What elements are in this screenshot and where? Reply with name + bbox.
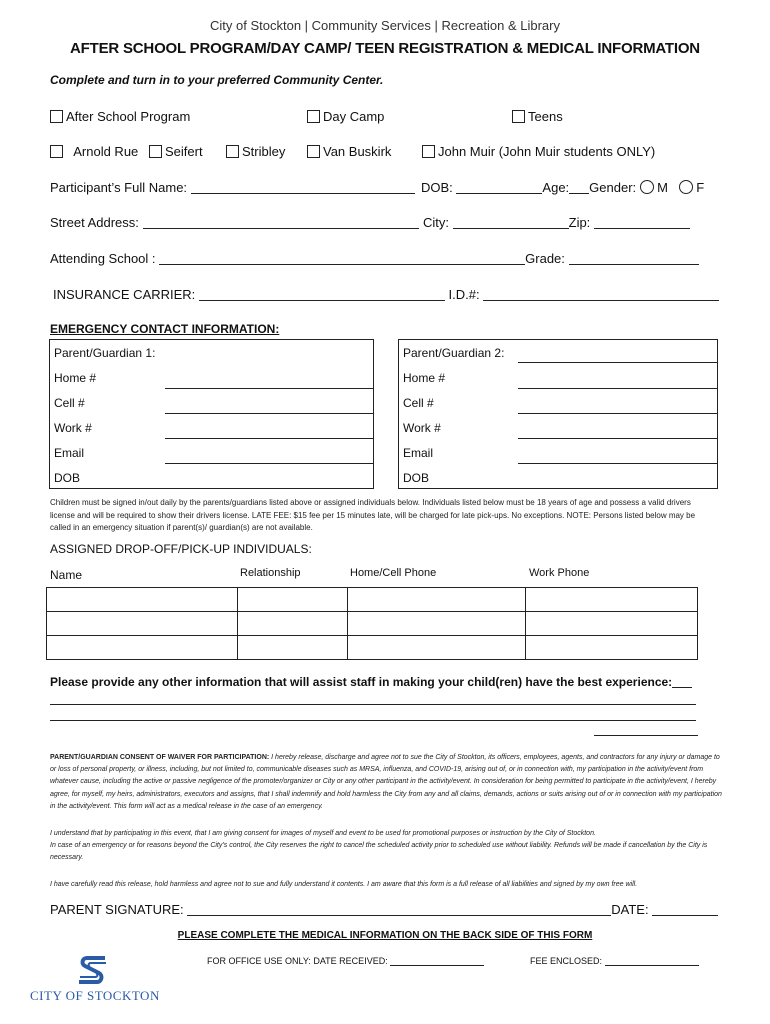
table-cell[interactable] — [237, 636, 347, 660]
consent-paragraph: PARENT/GUARDIAN CONSENT OF WAIVER FOR PARTICIPATION: I hereby release, discharge and agree not to sue the City of Stockton, its officers, employees, agents, and contractors for any injury or damage to or loss of personal property, or illness, including, but not limited to, communicable diseases such as MRSA, influenza, and COVID-19, arising out of, or in connection with, my participation in the activity/event from whatever cause, including the active or passive negligence of the promoter/organizer or City or any other participant in the activity/event. In consideration for being permitted to participate in the activity/event, I hereby agree, for myself, my heirs, administrators, executors and assigns, that I shall indemnify and hold harmless the City from any and all claims, demands, actions or suits arising out of or in connection with my participation in the activity/event. This form will act as a medical release in the case of an emergency. — [50, 754, 722, 810]
checkbox-icon[interactable] — [149, 145, 162, 158]
table-cell[interactable] — [347, 636, 526, 660]
col-home-cell: Home/Cell Phone — [350, 567, 437, 579]
guardian-1-work-label: Work # — [54, 421, 92, 435]
guardian-1-dob-label: DOB — [54, 471, 81, 485]
guardian-1-home-field[interactable] — [165, 388, 373, 389]
checkbox-icon[interactable] — [50, 110, 63, 123]
program-teens[interactable]: Teens — [512, 109, 563, 124]
table-cell[interactable] — [526, 588, 698, 612]
table-cell[interactable] — [47, 612, 238, 636]
participant-name-field[interactable] — [191, 181, 415, 194]
table-cell[interactable] — [347, 612, 526, 636]
grade-field[interactable] — [569, 252, 699, 265]
guardian-2-label: Parent/Guardian 2: — [403, 346, 505, 360]
consent-images: I understand that by participating in this event, that I am giving consent for images of myself and event to be used for promotional purposes or instruction by the City of Stockton. — [50, 830, 596, 837]
street-row: Street Address: — [50, 215, 419, 230]
table-row — [47, 588, 698, 612]
guardian-2-dob-label: DOB — [403, 471, 430, 485]
other-info-prompt: Please provide any other information that will assist staff in making your child(ren) have the best experience: — [50, 675, 692, 689]
table-cell[interactable] — [526, 636, 698, 660]
insurance-row: INSURANCE CARRIER: I.D.#: — [53, 287, 719, 302]
logo-text: CITY OF STOCKTON — [30, 988, 160, 1003]
age-field[interactable] — [569, 181, 589, 194]
office-use-row: FOR OFFICE USE ONLY: DATE RECEIVED: — [207, 956, 484, 966]
guardian-1-email-label: Email — [54, 446, 85, 460]
checkbox-icon[interactable] — [422, 145, 435, 158]
pickup-note: Children must be signed in/out daily by the parents/guardians listed above or assigned individuals below. Individuals listed below must be 18 years of age and possess a valid drivers license and will be required to show their drivers license. LATE FEE: $15 fee per 15 minutes late, will be charged for late pick-ups. No exceptions. NOTE: Persons listed below may be called in an emergency situation if parent(s)/ guardian(s) are not available. — [50, 498, 696, 532]
checkbox-icon[interactable] — [307, 145, 320, 158]
fee-enclosed-row: FEE ENCLOSED: — [530, 956, 699, 966]
table-cell[interactable] — [47, 588, 238, 612]
table-row — [47, 612, 698, 636]
program-day-camp[interactable]: Day Camp — [307, 109, 384, 124]
signature-row: PARENT SIGNATURE: DATE: — [50, 902, 718, 917]
org-line: City of Stockton | Community Services | Recreation & Library — [210, 18, 560, 33]
city-logo-icon — [78, 955, 108, 987]
col-relationship: Relationship — [240, 567, 301, 579]
id-field[interactable] — [483, 288, 719, 301]
emergency-heading: EMERGENCY CONTACT INFORMATION: — [50, 322, 280, 336]
street-field[interactable] — [143, 216, 419, 229]
center-van-buskirk[interactable]: Van Buskirk — [307, 144, 391, 159]
table-row — [47, 636, 698, 660]
school-field[interactable] — [159, 252, 525, 265]
insurance-field[interactable] — [199, 288, 445, 301]
table-cell[interactable] — [237, 588, 347, 612]
center-seifert[interactable]: Seifert — [149, 144, 203, 159]
guardian-1-cell-field[interactable] — [165, 413, 373, 414]
dob-field[interactable] — [456, 181, 542, 194]
guardian-2-home-field[interactable] — [518, 388, 717, 389]
guardian-1-work-field[interactable] — [165, 438, 373, 439]
checkbox-icon[interactable] — [226, 145, 239, 158]
form-title: AFTER SCHOOL PROGRAM/DAY CAMP/ TEEN REGISTRATION & MEDICAL INFORMATION — [70, 40, 700, 57]
date-received-field[interactable] — [390, 956, 484, 966]
city-zip-row: City: Zip: — [423, 215, 690, 230]
table-cell[interactable] — [526, 612, 698, 636]
medical-note: PLEASE COMPLETE THE MEDICAL INFORMATION ON THE BACK SIDE OF THIS FORM — [177, 930, 593, 941]
guardian-1-cell-label: Cell # — [54, 396, 85, 410]
school-grade-row: Attending School : Grade: — [50, 251, 699, 266]
assigned-heading: ASSIGNED DROP-OFF/PICK-UP INDIVIDUALS: — [50, 542, 312, 556]
guardian-2-work-label: Work # — [403, 421, 441, 435]
other-info-line-1[interactable] — [50, 704, 696, 705]
checkbox-icon[interactable] — [512, 110, 525, 123]
col-name: Name — [50, 568, 83, 582]
table-cell[interactable] — [347, 588, 526, 612]
zip-field[interactable] — [594, 216, 690, 229]
other-info-line-3[interactable] — [594, 735, 698, 736]
dob-age-gender-row: DOB: Age: Gender: M F — [421, 180, 705, 195]
center-john-muir[interactable]: John Muir (John Muir students ONLY) — [422, 144, 655, 159]
city-field[interactable] — [453, 216, 569, 229]
other-info-line-2[interactable] — [50, 720, 696, 721]
consent-cancellation: In case of an emergency or for reasons beyond the City’s control, the City reserves the right to cancel the scheduled activity prior to scheduled use without liability. Refunds will be made if cancellation by the City is necessary. — [50, 842, 708, 862]
table-cell[interactable] — [47, 636, 238, 660]
guardian-2-box — [398, 339, 718, 489]
guardian-1-label: Parent/Guardian 1: — [54, 346, 156, 360]
checkbox-icon[interactable] — [50, 145, 63, 158]
radio-icon-male[interactable] — [640, 180, 654, 194]
guardian-2-work-field[interactable] — [518, 438, 717, 439]
guardian-2-cell-field[interactable] — [518, 413, 717, 414]
radio-icon-female[interactable] — [679, 180, 693, 194]
table-cell[interactable] — [237, 612, 347, 636]
participant-name-row: Participant’s Full Name: — [50, 180, 415, 195]
guardian-1-box — [49, 339, 374, 489]
guardian-1-email-field[interactable] — [165, 463, 373, 464]
checkbox-icon[interactable] — [307, 110, 320, 123]
guardian-2-home-label: Home # — [403, 371, 446, 385]
guardian-2-email-field[interactable] — [518, 463, 717, 464]
program-after-school[interactable]: After School Program — [50, 109, 190, 124]
guardian-2-email-label: Email — [403, 446, 434, 460]
center-stribley[interactable]: Stribley — [226, 144, 285, 159]
center-arnold-rue[interactable]: Arnold Rue — [50, 144, 138, 159]
instructions: Complete and turn in to your preferred Community Center. — [50, 73, 384, 87]
assigned-table — [46, 587, 698, 660]
signature-field[interactable] — [187, 903, 611, 916]
consent-acknowledgement: I have carefully read this release, hold harmless and agree not to sue and fully understand it contents. I am aware that this form is a full release of all liabilities and signed by my own free will. — [50, 881, 638, 888]
col-work-phone: Work Phone — [529, 567, 590, 579]
signature-date-field[interactable] — [652, 903, 718, 916]
guardian-1-home-label: Home # — [54, 371, 97, 385]
guardian-2-name-field[interactable] — [518, 362, 717, 363]
fee-enclosed-field[interactable] — [605, 956, 699, 966]
guardian-2-cell-label: Cell # — [403, 396, 434, 410]
